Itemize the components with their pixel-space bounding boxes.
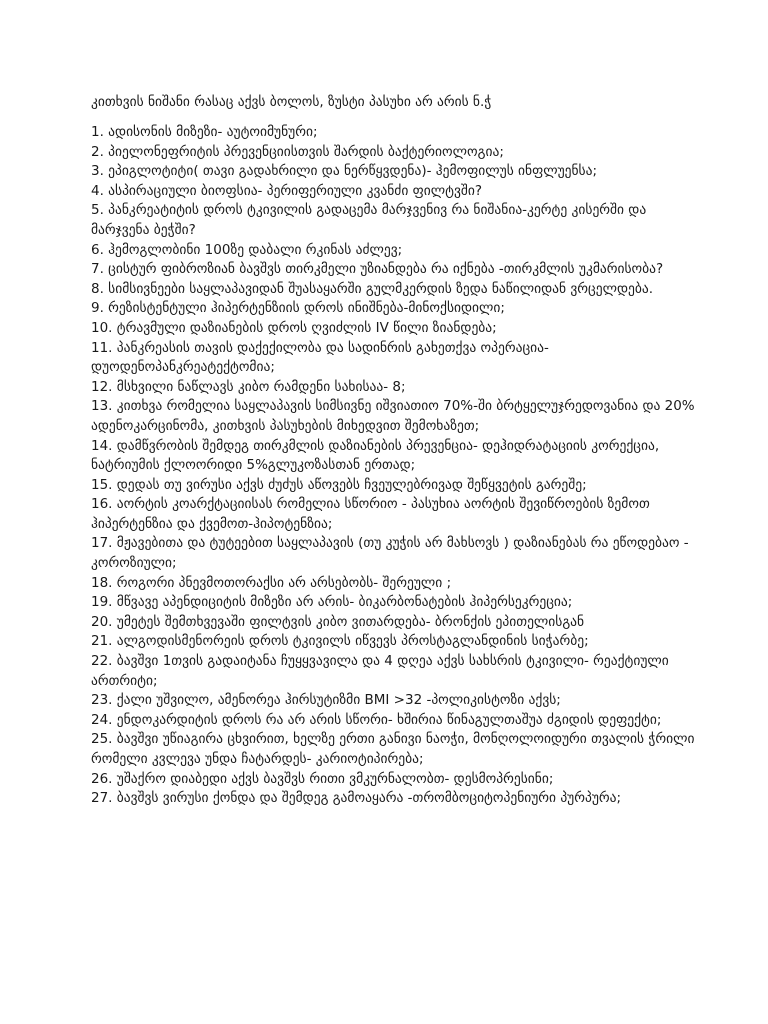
- list-item: 25. ბავშვი უწიაგირა ცხვირით, ხელზე ერთი განივი ნაოჭი, მონღოლოიდური თვალის ჭრილი რომელი კვლევა უნდა ჩატარდეს- კარიოტიპირება;: [91, 731, 695, 767]
- list-item: 12. მსხვილი ნაწლავს კიბო რამდენი სახისაა- 8;: [91, 378, 406, 395]
- list-item: 6. ჰემოგლობინი 100ზე დაბალი რკინას აძლევ;: [91, 241, 403, 258]
- list-item: 13. კითხვა რომელია საყლაპავის სიმსივნე იშვიათიო 70%-ში ბრტყელუჯრედოვანია და 20% ადენოკარცინომა, კითხვის პასუხების მიხედვით შემოხაზეთ;: [91, 398, 695, 434]
- list-item: 4. ასპირაციული ბიოფსია- პერიფერიული კვანძი ფილტვში?: [91, 182, 483, 199]
- list-item: 11. პანკრეასის თავის დაქექილობა და სადინრის გახეთქვა ოპერაცია-დუოდენოპანკრეატექტომია;: [91, 339, 549, 376]
- list-item: 19. მწვავე აპენდიციტის მიზეზი არ არის- ბიკარბონატების ჰიპერსეკრეცია;: [91, 594, 573, 611]
- list-item: 5. პანკრეატიტის დროს ტკივილის გადაცემა მარჯვენივ რა ნიშანია-კერტე კისერში და მარჯვენა ბეჭში?: [91, 202, 647, 238]
- list-item: 20. უმეტეს შემთხვევაში ფილტვის კიბო ვითარდება- ბრონქის ეპითელისგან: [91, 613, 585, 630]
- list-item: 1. ადისონის მიზეზი- აუტოიმუნური;: [91, 124, 318, 140]
- question-list: [91, 123, 704, 809]
- list-item: 26. უშაქრო დიაბედი აქვს ბავშვს რითი ვმკურნალობთ- დესმოპრესინი;: [91, 770, 554, 787]
- list-item: 21. ალგოდისმენორეის დროს ტკივილს იწვევს პროსტაგლანდინის სიჭარბე;: [91, 633, 589, 650]
- document-title: კითხვის ნიშანი რასაც აქვს ბოლოს, ზუსტი პასუხი არ არის ნ.ჭ: [91, 94, 492, 110]
- list-item: 8. სიმსივნეები საყლაპავიდან შუასაყარში გულმკერდის ზედა ნაწილიდან ვრცელდება.: [91, 280, 653, 297]
- list-item: 10. ტრავმული დაზიანების დროს ღვიძლის IV წილი ზიანდება;: [91, 319, 497, 336]
- list-item: 18. როგორი პნევმოთორაქსი არ არსებობს- შერეული ;: [91, 574, 452, 591]
- list-item: 16. აორტის კოარქტაციისას რომელია სწორიო - პასუხია აორტის შევიწროების ზემოთ ჰიპერტენზია და ქვემოთ-ჰიპოტენზია;: [91, 496, 650, 532]
- list-item: 24. ენდოკარდიტის დროს რა არ არის სწორი- ხშირია წინაგულთაშუა ძგიდის დეფექტი;: [91, 711, 662, 728]
- list-item: 3. ეპიგლოტიტი( თავი გადახრილი და ნერწყვდენა)- ჰემოფილუს ინფლუენსა;: [91, 163, 598, 180]
- list-item: 7. ცისტურ ფიბროზიან ბავშვს თირკმელი უზიანდება რა იქნება -თირკმლის უკმარისობა?: [91, 261, 664, 278]
- list-item: 23. ქალი უშვილო, ამენორეა ჰირსუტიზმი BMI >32 -პოლიკისტოზი აქვს;: [91, 692, 561, 709]
- list-item: 9. რეზისტენტული ჰიპერტენზიის დროს ინიშნება-მინოქსიდილი;: [91, 300, 505, 317]
- list-item: 2. პიელონეფრიტის პრევენციისთვის შარდის ბაქტერიოლოგია;: [91, 143, 504, 160]
- list-item: 22. ბავშვი 1თვის გადაიტანა ჩუყყვავილა და 4 დღეა აქვს სახსრის ტკივილი- რეაქტიული ართრიტი;: [91, 653, 669, 689]
- list-item: 14. დამწვრობის შემდეგ თირკმლის დაზიანების პრევენცია- დეჰიდრატაციის კორექცია, ნატრიუმის ქლოორიდი 5%გლუკოზასთან ერთად;: [91, 437, 660, 474]
- list-item: 17. მჟავებითა და ტუტეებით საყლაპავის (თუ კუჭის არ მახსოვს ) დაზიანებას რა ეწოდებაო - კოროზიული;: [91, 535, 689, 572]
- list-item: 27. ბავშვს ვირუსი ქონდა და შემდეგ გამოაყარა -თრომბოციტოპენიური პურპურა;: [91, 790, 622, 807]
- list-item: 15. დედას თუ ვირუსი აქვს ძუძუს აწოვებს ჩვეულებრივად შეწყვეტის გარეშე;: [91, 476, 587, 493]
